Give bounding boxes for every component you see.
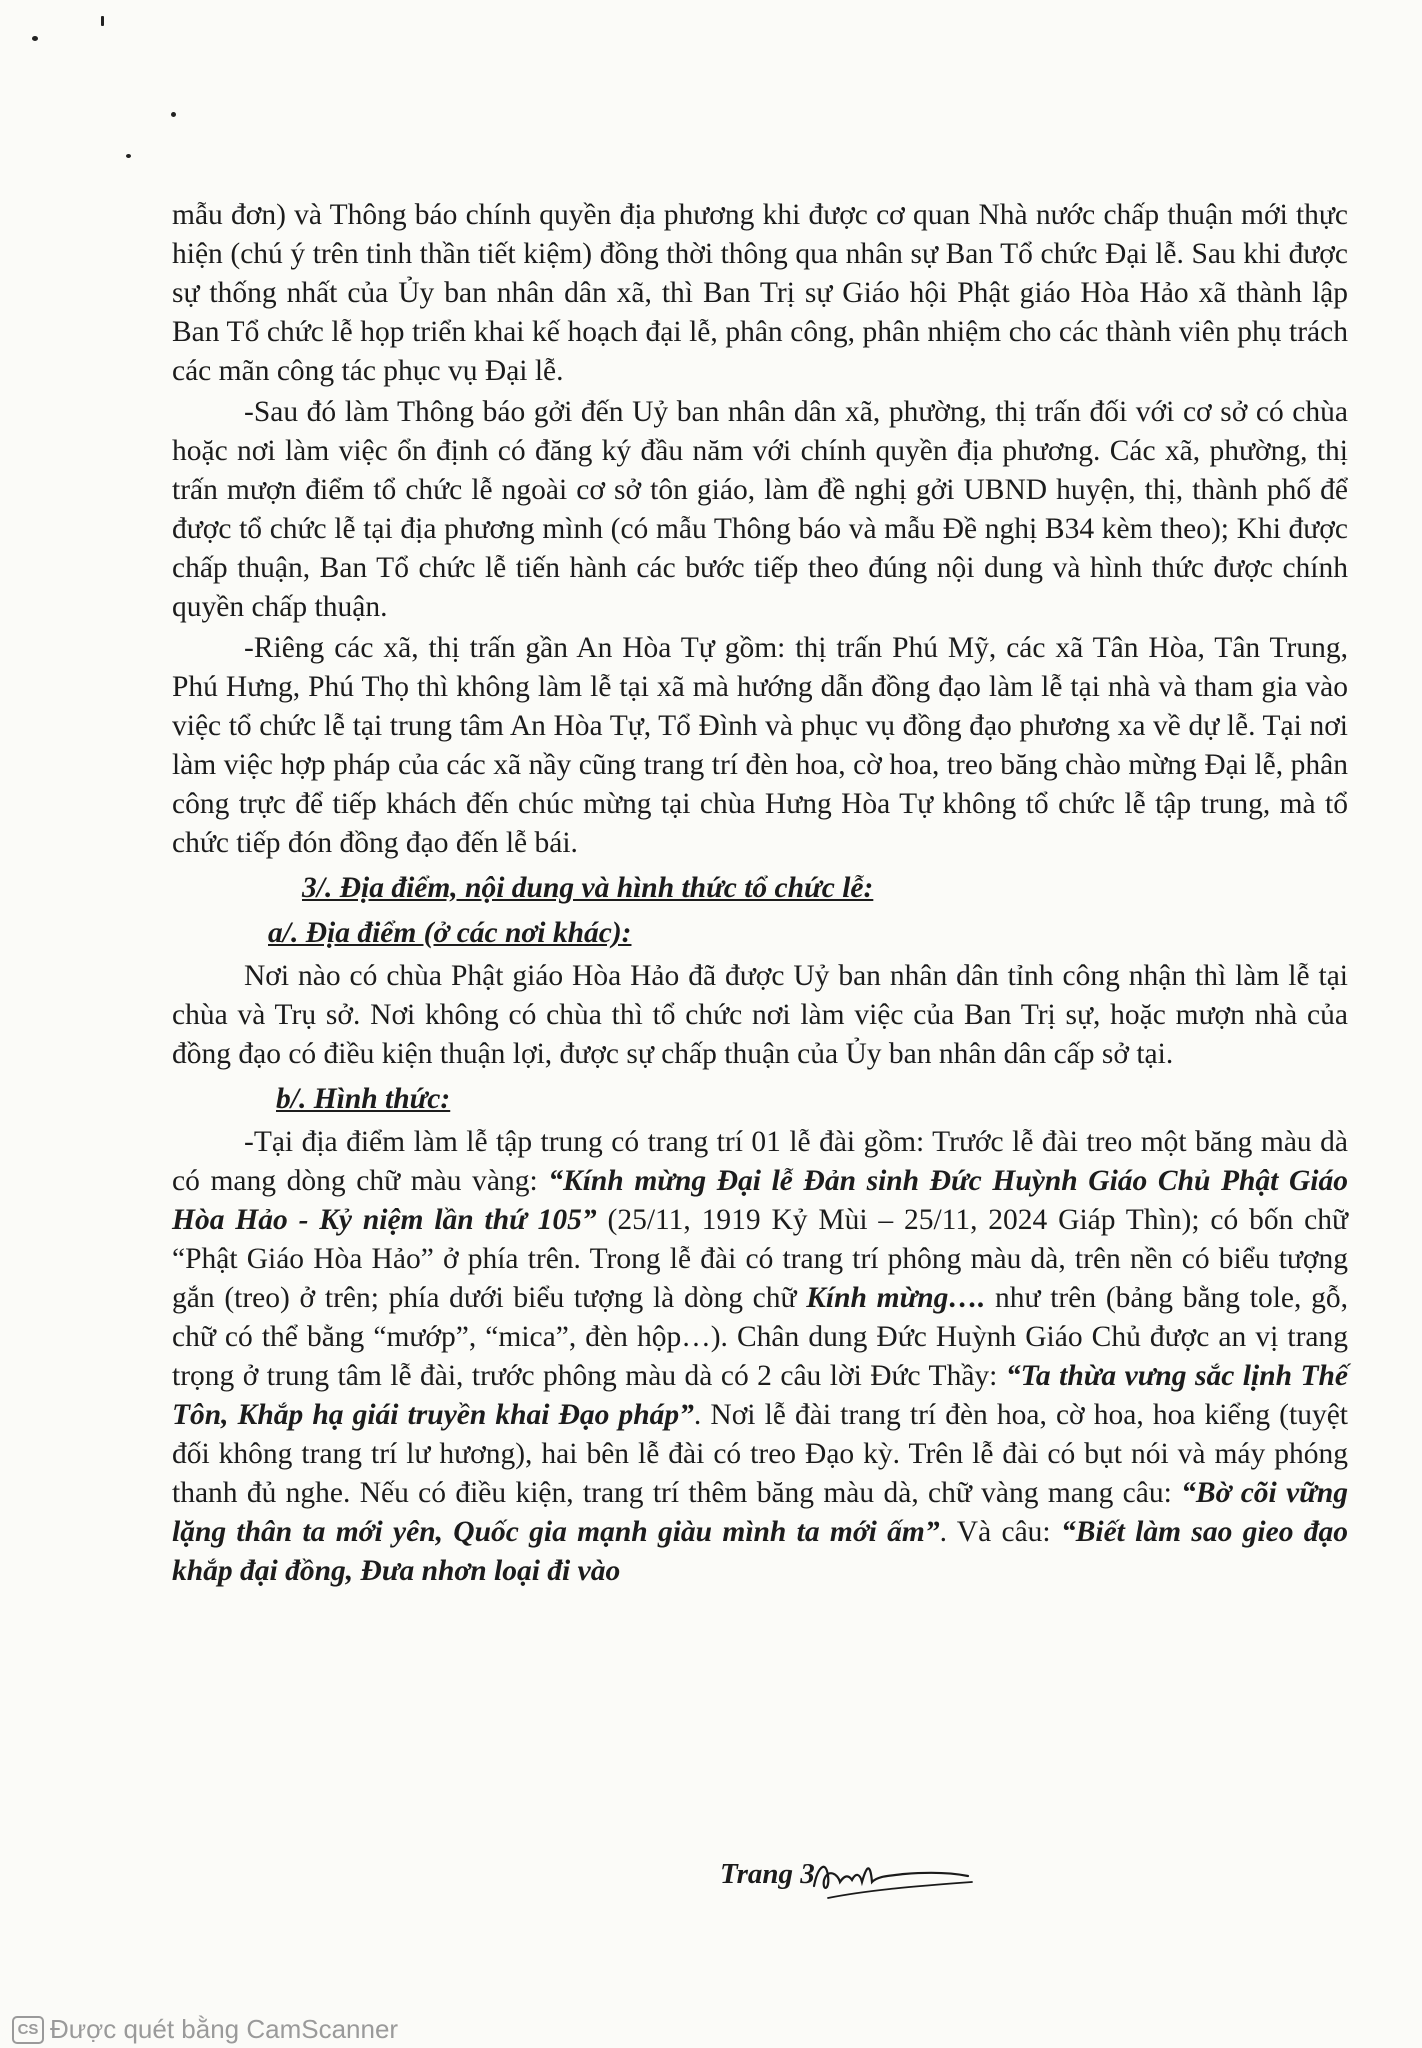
section-b-text-4: . Nơi lễ đài trang trí đèn hoa, cờ hoa, hoa kiểng (tuyệt đối không trang trí lư hương), hai bên lễ đài có treo Đạo kỳ. Trên lễ đài có bụt nói và máy phóng thanh đủ nghe. Nếu có điều kiện, trang trí thêm băng màu dà, chữ vàng mang câu: — [172, 1399, 1348, 1509]
section-b-quote-1: “Kính mừng Đại lễ Đản sinh Đức Huỳnh Giáo Chủ Phật Giáo Hòa Hảo - Kỷ niệm lần thứ 105” — [172, 1165, 1348, 1236]
section-b-quote-5: “Biết làm sao gieo đạo khắp đại đồng, Đưa nhơn loại đi vào — [172, 1516, 1349, 1587]
page-number: Trang 3 — [720, 1858, 815, 1890]
scan-speck — [126, 154, 131, 158]
section-3-heading: 3/. Địa điểm, nội dung và hình thức tổ chức lễ: — [302, 872, 874, 904]
section-a-heading: a/. Địa điểm (ở các nơi khác): — [268, 917, 632, 949]
section-b-text-3: như trên (bảng bằng tole, gỗ, chữ có thể bằng “mướp”, “mica”, đèn hộp…). Chân dung Đức Huỳnh Giáo Chủ được an vị trang trọng ở trung tâm lễ đài, trước phông màu dà có 2 câu lời Đức Thầy: — [172, 1282, 1348, 1392]
document-body — [172, 196, 1348, 1593]
section-b-text-5: . Và câu: — [939, 1516, 1061, 1548]
paragraph-1: mẫu đơn) và Thông báo chính quyền địa phương khi được cơ quan Nhà nước chấp thuận mới thực hiện (chú ý trên tinh thần tiết kiệm) đồng thời thông qua nhân sự Ban Tổ chức Đại lễ. Sau khi được sự thống nhất của Ủy ban nhân dân xã, thì Ban Trị sự Giáo hội Phật giáo Hòa Hảo xã thành lập Ban Tổ chức lễ họp triển khai kế hoạch đại lễ, phân công, phân nhiệm cho các thành viên phụ trách các mãn công tác phục vụ Đại lễ. — [172, 199, 1348, 387]
camscanner-logo-icon: CS — [12, 2016, 44, 2044]
section-b-text — [172, 1123, 1348, 1591]
scan-speck — [32, 36, 38, 41]
section-b-heading: b/. Hình thức: — [276, 1083, 451, 1115]
scan-speck — [101, 16, 104, 26]
paragraph-2: -Sau đó làm Thông báo gởi đến Uỷ ban nhân dân xã, phường, thị trấn đối với cơ sở có chùa hoặc nơi làm việc ổn định có đăng ký đầu năm với chính quyền địa phương. Các xã, phường, thị trấn mượn điểm tổ chức lễ ngoài cơ sở tôn giáo, làm đề nghị gởi UBND huyện, thị, thành phố để được tổ chức lễ tại địa phương mình (có mẫu Thông báo và mẫu Đề nghị B34 kèm theo); Khi được chấp thuận, Ban Tổ chức lễ tiến hành các bước tiếp theo đúng nội dung và hình thức được chính quyền chấp thuận. — [172, 396, 1348, 623]
section-b-quote-3: “Ta thừa vưng sắc lịnh Thế Tôn, Khắp hạ giái truyền khai Đạo pháp” — [172, 1360, 1348, 1431]
scan-speck — [171, 112, 176, 117]
camscanner-text: Được quét bằng CamScanner — [50, 2014, 399, 2044]
section-a-text: Nơi nào có chùa Phật giáo Hòa Hảo đã được Uỷ ban nhân dân tỉnh công nhận thì làm lễ tại chùa và Trụ sở. Nơi không có chùa thì tổ chức nơi làm việc của Ban Trị sự, hoặc mượn nhà của đồng đạo có điều kiện thuận lợi, được sự chấp thuận của Ủy ban nhân dân cấp sở tại. — [172, 960, 1348, 1070]
paragraph-3: -Riêng các xã, thị trấn gần An Hòa Tự gồm: thị trấn Phú Mỹ, các xã Tân Hòa, Tân Trung, Phú Hưng, Phú Thọ thì không làm lễ tại xã mà hướng dẫn đồng đạo làm lễ tại nhà và tham gia vào việc tổ chức lễ tại trung tâm An Hòa Tự, Tổ Đình và phục vụ đồng đạo phương xa về dự lễ. Tại nơi làm việc hợp pháp của các xã nầy cũng trang trí đèn hoa, cờ hoa, treo băng chào mừng Đại lễ, phân công trực để tiếp khách đến chúc mừng tại chùa Hưng Hòa Tự không tổ chức lễ tập trung, mà tổ chức tiếp đón đồng đạo đến lễ bái. — [172, 632, 1348, 859]
signature-icon — [808, 1846, 978, 1906]
camscanner-watermark — [12, 2014, 398, 2045]
section-b-text-1: -Tại địa điểm làm lễ tập trung có trang trí 01 lễ đài gồm: Trước lễ đài treo một băng màu dà có mang dòng chữ màu vàng: — [172, 1126, 1348, 1197]
section-b-text-2: (25/11, 1919 Kỷ Mùi – 25/11, 2024 Giáp Thìn); có bốn chữ “Phật Giáo Hòa Hảo” ở phía trên. Trong lễ đài có trang trí phông màu dà, trên nền có biểu tượng gắn (treo) ở trên; phía dưới biểu tượng là dòng chữ — [172, 1204, 1348, 1314]
section-b-quote-4: “Bờ cõi vững lặng thân ta mới yên, Quốc gia mạnh giàu mình ta mới ấm” — [172, 1477, 1348, 1548]
section-b-quote-2: Kính mừng…. — [806, 1282, 986, 1314]
